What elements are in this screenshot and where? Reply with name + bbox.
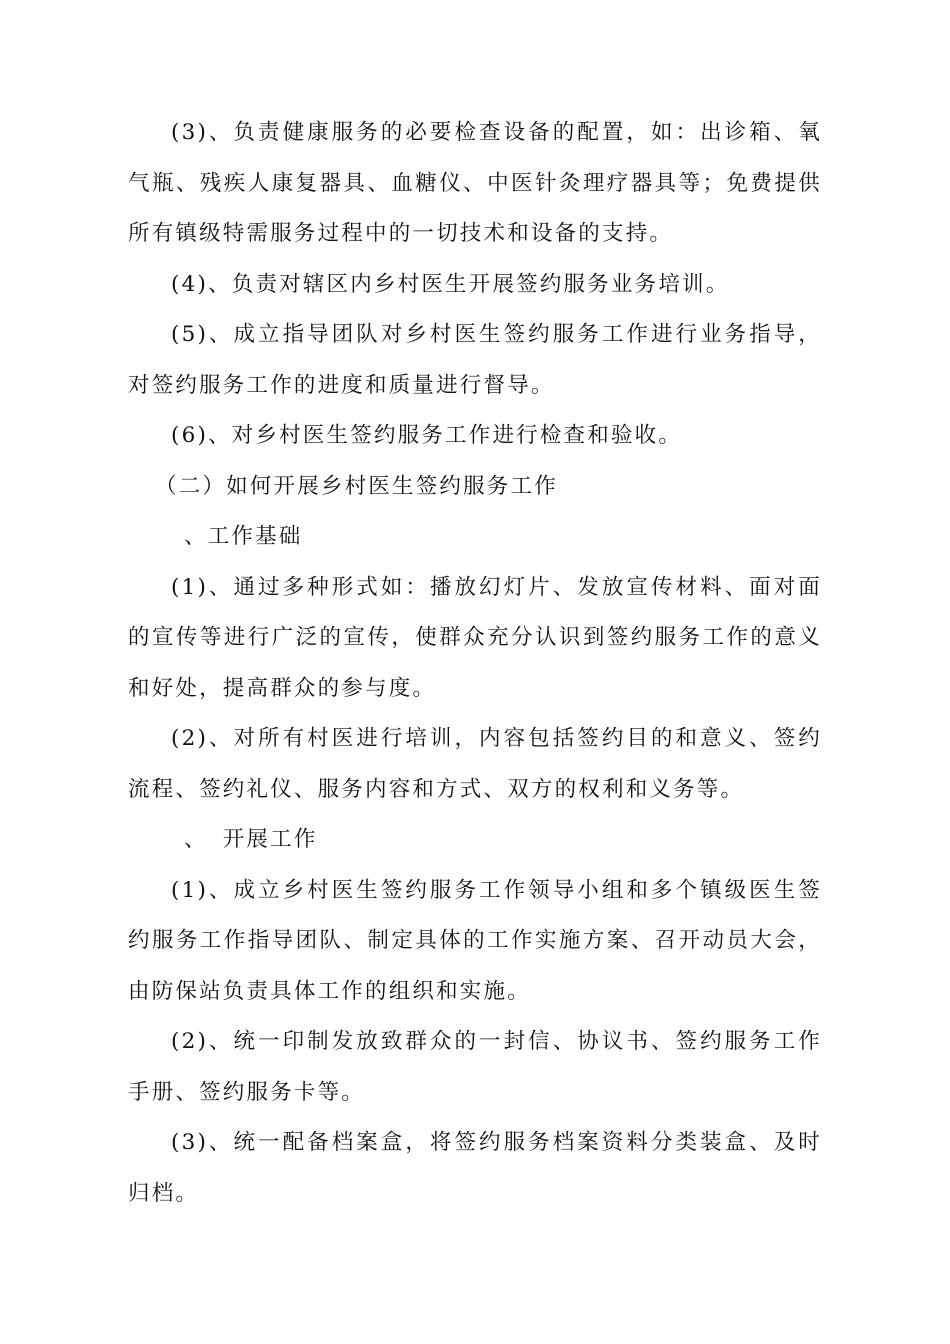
work-item-1: (1)、成立乡村医生签约服务工作领导小组和多个镇级医生签约服务工作指导团队、制定具体的工作实施方案、召开动员大会，由防保站负责具体工作的组织和实施。 [128,877,822,1004]
subsection-carry-out-work: 、 开展工作 [184,827,318,852]
item-3-equipment: (3)、负责健康服务的必要检查设备的配置，如：出诊箱、氧气瓶、残疾人康复器具、血糖仪、中医针灸理疗器具等；免费提供所有镇级特需服务过程中的一切技术和设备的支持。 [128,120,822,246]
item-4-training: (4)、负责对辖区内乡村医生开展签约服务业务培训。 [171,271,730,297]
basis-item-1: (1)、通过多种形式如：播放幻灯片、发放宣传材料、面对面的宣传等进行广泛的宣传，使群众充分认识到签约服务工作的意义和好处，提高群众的参与度。 [128,574,822,701]
work-item-3: (3)、统一配备档案盒，将签约服务档案资料分类装盒、及时归档。 [128,1130,822,1206]
subsection-work-basis: 、工作基础 [184,524,303,549]
item-6-inspection: (6)、对乡村医生签约服务工作进行检查和验收。 [171,423,683,448]
item-5-guidance: (5)、成立指导团队对乡村医生签约服务工作进行业务指导，对签约服务工作的进度和质量进行督导。 [128,322,822,398]
basis-item-2: (2)、对所有村医进行培训，内容包括签约目的和意义、签约流程、签约礼仪、服务内容和方式、双方的权利和义务等。 [128,726,822,802]
section-2-heading: （二）如何开展乡村医生签约服务工作 [155,473,558,499]
document-body [128,108,822,1219]
work-item-2: (2)、统一印制发放致群众的一封信、协议书、签约服务工作手册、签约服务卡等。 [128,1029,822,1105]
